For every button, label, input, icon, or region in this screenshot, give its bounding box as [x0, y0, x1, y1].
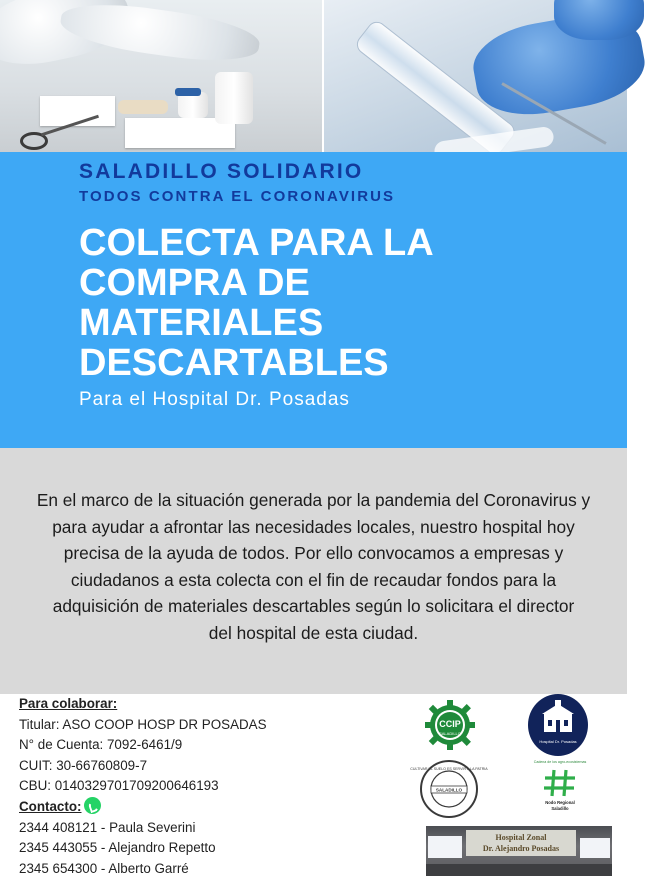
bandage-roll-shape — [215, 72, 253, 124]
hospital-sign — [466, 830, 576, 856]
contact-phone[interactable]: 2345 654300 - Alberto Garré — [19, 860, 189, 876]
glove-finger-shape — [58, 0, 262, 69]
facade-banner — [428, 836, 462, 858]
description-line: ciudadanos a esta colecta con el fin de recaudar fondos para la — [70, 569, 557, 590]
ccip-logo — [420, 700, 480, 750]
title-line: COMPRA DE — [79, 262, 310, 304]
description-line: adquisición de materiales descartables según lo solicitara el director — [52, 596, 575, 616]
saladillo-seal-logo — [410, 760, 488, 818]
title-line: COLECTA PARA LA — [79, 222, 434, 264]
seal-center-text: SALADILLO — [435, 787, 463, 793]
cuit-number: CUIT: 30-66760809-7 — [19, 757, 148, 773]
contact-phone[interactable]: 2344 408121 - Paula Severini — [19, 819, 196, 835]
nodo-city-text: Saladillo — [551, 806, 569, 811]
campaign-name: SALADILLO SOLIDARIO — [79, 160, 364, 183]
ccip-gear-icon — [420, 700, 480, 750]
title-line: MATERIALES — [79, 302, 324, 344]
account-holder: Titular: ASO COOP HOSP DR POSADAS — [19, 716, 267, 732]
contact-heading: Contacto: — [19, 798, 82, 814]
hospital-building-icon — [528, 694, 588, 756]
adhesive-strip-shape — [118, 100, 168, 114]
seal-emblem-icon — [410, 762, 488, 816]
ccip-text: CCIP — [439, 719, 461, 729]
cbu-number: CBU: 0140329701709200646193 — [19, 778, 219, 794]
description-line: para ayudar a afrontar las necesidades locales, nuestro hospital hoy — [52, 516, 575, 537]
contact-heading-row — [19, 797, 267, 818]
seal-ring-text: CULTIVAR EL SUELO ES SERVIR A LA PATRIA — [410, 767, 488, 771]
nodo-top-text: Cadena de los agro-ecosistemas — [533, 760, 587, 764]
page-title — [79, 223, 434, 383]
blue-cap-shape — [175, 88, 201, 96]
description-line: precisa de la ayuda de todos. Por ello convocamos a empresas y — [63, 543, 564, 563]
campaign-tagline: TODOS CONTRA EL CORONAVIRUS — [79, 188, 396, 205]
hospital-logo-caption: Hospital Dr. Posadas — [539, 739, 577, 744]
description-text — [4, 487, 623, 646]
ccip-subtext: SALADILLO — [439, 731, 461, 736]
blue-glove-cuff-shape — [554, 0, 644, 40]
collaboration-info — [19, 694, 267, 879]
hospital-sign-line: Dr. Alejandro Posadas — [482, 844, 560, 853]
nodo-regional-logo — [533, 756, 587, 816]
facade-banner — [580, 838, 610, 858]
title-line: DESCARTABLES — [79, 342, 389, 384]
syringe-photo — [324, 0, 627, 152]
medical-supplies-photo — [0, 0, 322, 152]
hospital-sign-line: Hospital Zonal — [495, 833, 547, 842]
collaborate-heading: Para colaborar: — [19, 696, 118, 711]
account-number: N° de Cuenta: 7092-6461/9 — [19, 737, 183, 753]
contact-phone[interactable]: 2345 443055 - Alejandro Repetto — [19, 840, 216, 856]
whatsapp-icon — [84, 797, 101, 814]
facade-floor — [426, 864, 612, 876]
description-line: del hospital de esta ciudad. — [208, 622, 419, 643]
hospital-facade-photo — [426, 826, 612, 876]
hashtag-icon — [533, 756, 587, 816]
hospital-logo — [528, 694, 588, 756]
page-subtitle: Para el Hospital Dr. Posadas — [79, 389, 350, 410]
description-line: En el marco de la situación generada por la pandemia del Coronavirus y — [36, 490, 591, 510]
nodo-bottom-text: Nodo Regional — [545, 800, 575, 805]
